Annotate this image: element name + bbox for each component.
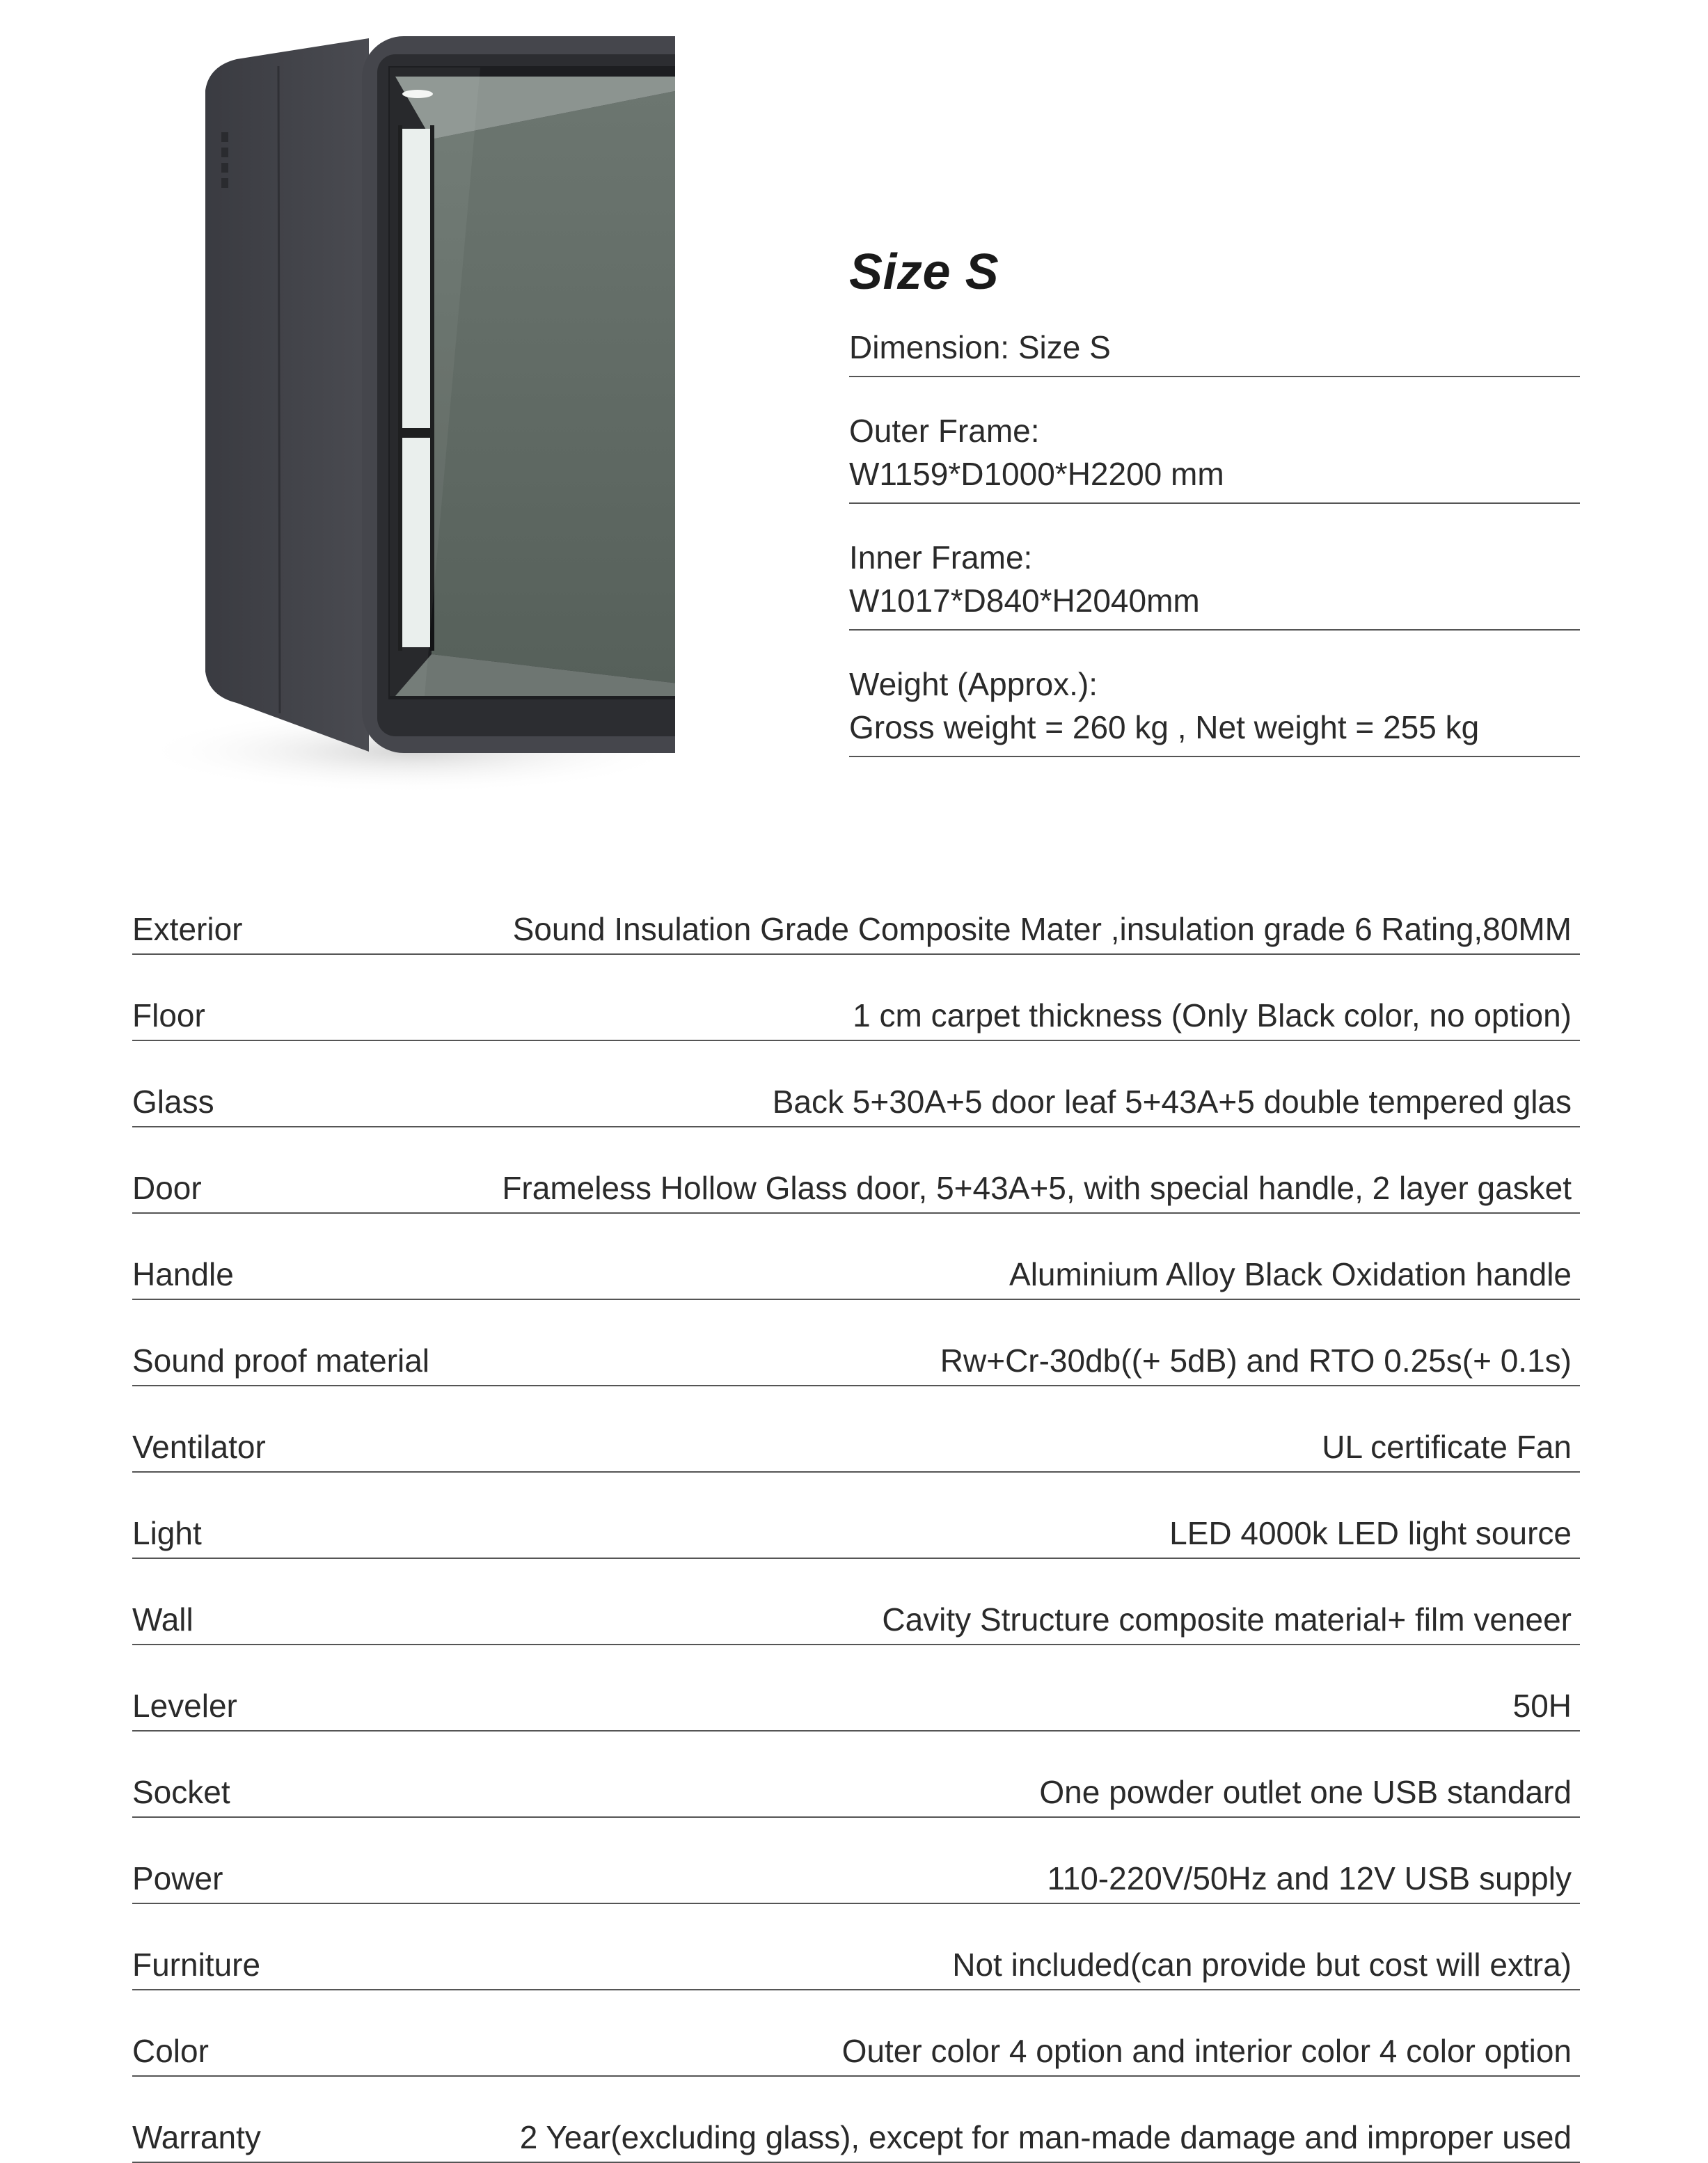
spec-value: Frameless Hollow Glass door, 5+43A+5, with special handle, 2 layer gasket xyxy=(502,1170,1572,1206)
spec-row-door xyxy=(132,1127,1580,1214)
spec-value: 50H xyxy=(1512,1688,1572,1724)
outer-frame-label: Outer Frame: xyxy=(849,413,1040,449)
spec-label: Sound proof material xyxy=(132,1342,430,1379)
spec-row-exterior xyxy=(132,869,1580,955)
spec-value: Rw+Cr-30db((+ 5dB) and RTO 0.25s(+ 0.1s) xyxy=(940,1342,1572,1379)
dimension-block xyxy=(849,326,1580,377)
spec-row-handle xyxy=(132,1214,1580,1300)
spec-label: Ventilator xyxy=(132,1429,266,1465)
spec-row-furniture xyxy=(132,1904,1580,1990)
size-panel xyxy=(849,244,1580,789)
spec-label: Wall xyxy=(132,1601,193,1638)
spec-label: Furniture xyxy=(132,1947,261,1983)
spec-value: 2 Year(excluding glass), except for man-made damage and improper used xyxy=(519,2119,1572,2155)
spec-label: Glass xyxy=(132,1084,214,1120)
spec-label: Handle xyxy=(132,1256,234,1292)
spec-row-floor xyxy=(132,955,1580,1041)
outer-frame-block xyxy=(849,409,1580,504)
spec-value: Cavity Structure composite material+ film veneer xyxy=(882,1601,1572,1638)
spec-value: Back 5+30A+5 door leaf 5+43A+5 double tempered glas xyxy=(772,1084,1572,1120)
dimension-text: Dimension: Size S xyxy=(849,329,1111,365)
spec-label: Light xyxy=(132,1515,202,1551)
weight-value: Gross weight = 260 kg , Net weight = 255 kg xyxy=(849,709,1480,745)
spec-row-power xyxy=(132,1818,1580,1904)
spec-row-glass xyxy=(132,1041,1580,1127)
spec-table xyxy=(132,869,1580,2163)
spec-label: Color xyxy=(132,2033,209,2069)
product-image-phone-booth xyxy=(132,0,675,797)
spec-label: Floor xyxy=(132,997,205,1033)
spec-row-color xyxy=(132,1990,1580,2077)
spec-row-light xyxy=(132,1473,1580,1559)
inner-frame-block xyxy=(849,536,1580,631)
spec-row-socket xyxy=(132,1732,1580,1818)
spec-label: Power xyxy=(132,1860,223,1896)
spec-value: Sound Insulation Grade Composite Mater ,insulation grade 6 Rating,80MM xyxy=(512,911,1572,947)
weight-label: Weight (Approx.): xyxy=(849,666,1098,702)
inner-frame-label: Inner Frame: xyxy=(849,539,1033,576)
spec-row-warranty xyxy=(132,2077,1580,2163)
weight-block xyxy=(849,663,1580,757)
spec-row-ventilator xyxy=(132,1386,1580,1473)
spec-value: 110-220V/50Hz and 12V USB supply xyxy=(1047,1860,1572,1896)
size-title: Size S xyxy=(849,244,999,300)
spec-label: Warranty xyxy=(132,2119,261,2155)
spec-value: UL certificate Fan xyxy=(1322,1429,1572,1465)
spec-value: Aluminium Alloy Black Oxidation handle xyxy=(1009,1256,1572,1292)
spec-value: Not included(can provide but cost will extra) xyxy=(952,1947,1572,1983)
spec-row-leveler xyxy=(132,1645,1580,1732)
spec-value: 1 cm carpet thickness (Only Black color, no option) xyxy=(853,997,1572,1033)
spec-label: Socket xyxy=(132,1774,230,1810)
spec-row-wall xyxy=(132,1559,1580,1645)
spec-label: Leveler xyxy=(132,1688,237,1724)
inner-frame-value: W1017*D840*H2040mm xyxy=(849,583,1200,619)
outer-frame-value: W1159*D1000*H2200 mm xyxy=(849,456,1224,492)
spec-label: Exterior xyxy=(132,911,243,947)
spec-row-sound-proof-material xyxy=(132,1300,1580,1386)
spec-value: Outer color 4 option and interior color 4 color option xyxy=(841,2033,1572,2069)
spec-value: LED 4000k LED light source xyxy=(1169,1515,1572,1551)
spec-label: Door xyxy=(132,1170,202,1206)
spec-value: One powder outlet one USB standard xyxy=(1039,1774,1572,1810)
